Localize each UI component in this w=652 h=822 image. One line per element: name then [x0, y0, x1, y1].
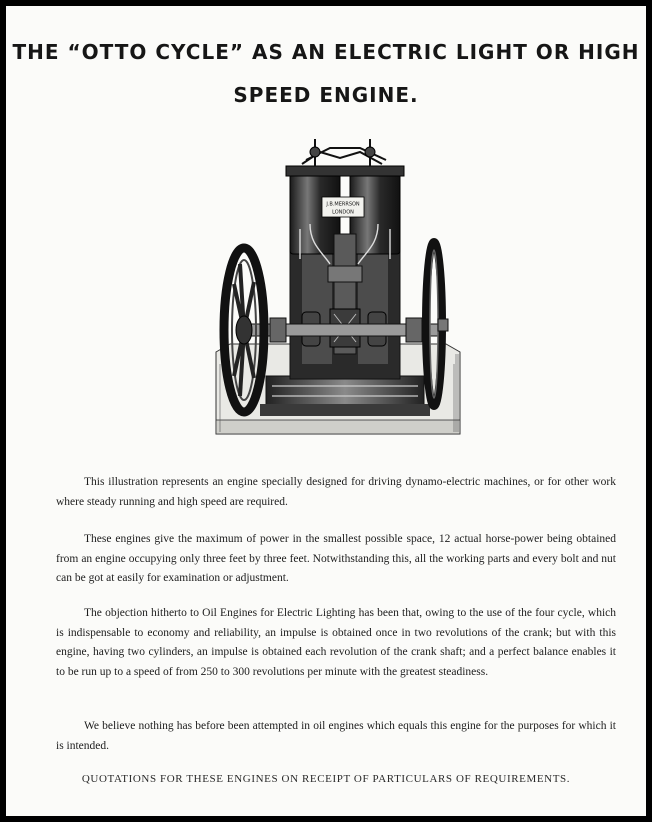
quotations-footer: QUOTATIONS FOR THESE ENGINES ON RECEIPT OF PARTICULARS OF REQUIREMENTS.	[81, 773, 571, 785]
paragraph-1	[56, 473, 616, 512]
page-title-line-2: SPEED ENGINE.	[233, 83, 419, 107]
page-title-line-1: THE “OTTO CYCLE” AS AN ELECTRIC LIGHT OR HIGH	[12, 40, 640, 64]
engine-illustration	[210, 134, 464, 439]
nameplate-maker: J.B.MERRSON	[326, 201, 360, 208]
paragraph-4	[56, 717, 616, 756]
paragraph-4-text: We believe nothing has before been attempted in oil engines which equals this engine for the purposes for which it is intended.	[56, 720, 616, 752]
nameplate-city: LONDON	[332, 209, 354, 216]
document-page	[6, 6, 646, 816]
paragraph-2-text: These engines give the maximum of power in the smallest possible space, 12 actual horse-power being obtained from an engine occupying only three feet by three feet. Notwithstanding this, all the working parts and every bolt and nut can be got at easily for examination or adjustment.	[56, 533, 616, 584]
paragraph-2	[56, 530, 616, 589]
paragraph-1-text: This illustration represents an engine specially designed for driving dynamo-electric machines, or for other work where steady running and high speed are required.	[56, 476, 616, 508]
paragraph-3-text: The objection hitherto to Oil Engines for Electric Lighting has been that, owing to the use of the four cycle, which is indispensable to economy and reliability, an impulse is obtained once in two revolutions of the crank; but with this engine, having two cylinders, an impulse is obtained each revolution of the crank shaft; and a perfect balance enables it to be run up to a speed of from 250 to 300 revolutions per minute with the greatest steadiness.	[56, 607, 616, 678]
paragraph-3	[56, 604, 616, 682]
